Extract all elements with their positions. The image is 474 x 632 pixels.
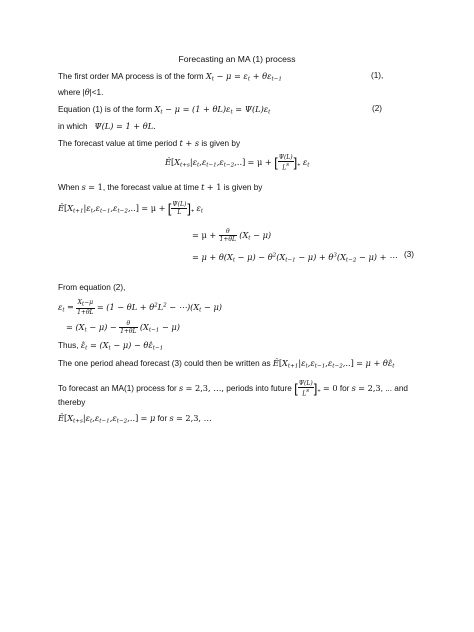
text-when-s: When [58, 183, 82, 192]
equation-one-step-line3: = $\mu + \theta(X_t - \mu) - \theta^2(X_{t-1} - \mu) + \theta^3(X_{t-2} - \mu)$ + ⋯ [192, 251, 398, 263]
equation-long-horizon: $Ê[X_{t+s}|\varepsilon_t,\varepsilon_{t-1},\varepsilon_{t-2},..] = \mu$ for s = 2,3, … [58, 413, 212, 425]
paragraph-thereby: thereby [58, 398, 86, 407]
paragraph-forecast-value [58, 138, 240, 149]
paragraph-when-s-1: When s = 1, the forecast value at time t + 1 is given by [58, 182, 263, 192]
text-for-s-2: for [155, 414, 170, 423]
text-one-period: The one period ahead forecast (3) could then be written as [58, 359, 273, 368]
eq-label-1: (1), [371, 71, 384, 80]
paragraph-equation-form [58, 104, 270, 119]
paragraph-in-which [58, 121, 156, 132]
equation-epsilon-line2: = $(X_t - \mu)$ − $\frac{\theta}{1+\theta L}$ $(X_{t-1} - \mu)$ [66, 320, 180, 336]
text-to-forecast: To forecast an MA(1) process for [58, 384, 180, 393]
paragraph-from-equation: From equation (2), [58, 283, 126, 292]
math-t-plus-s: t + s [179, 138, 200, 148]
text-is-given-by: is given by [199, 139, 241, 148]
paragraph-thus: Thus, $\varepsilon̂_t = (X_t - \mu)$ − $\theta\varepsilon̂_{t-1}$ [58, 340, 164, 352]
math-theta: θ [84, 87, 90, 97]
equation-one-step-line2: = μ + $\frac{\theta}{1+\theta L}$ $(X_t - \mu)$ [192, 228, 272, 244]
eq-label-2: (2) [372, 104, 383, 113]
text-where-end: |<1. [89, 88, 104, 97]
eq-label-3: (3) [404, 250, 415, 259]
text-is-given-by-2: is given by [221, 183, 263, 192]
text-forecast-value: The forecast value at time period [58, 139, 180, 148]
equation-one-step-forecast: $Ê[X_{t+1}|\varepsilon_t,\varepsilon_{t-1},\varepsilon_{t-2},..] = \mu$ + [ $\frac{\Psi(L)}{L}$ ]$_+$ $\varepsilon_t$ [58, 201, 204, 217]
paragraph-where [58, 87, 103, 98]
text-inwhich: in which [58, 122, 88, 131]
text-forecast-value-time: , the forecast value at time [102, 183, 202, 192]
text-thus: Thus, [58, 341, 81, 350]
math-psi-def: Ψ(L) = 1 + θL. [94, 121, 156, 131]
text-where: where | [58, 88, 85, 97]
text-for-s: for [337, 384, 352, 393]
text-intro: The first order MA process is of the form [58, 72, 206, 81]
paragraph-one-period-ahead: The one period ahead forecast (3) could then be written as $Ê[X_{t+1}|\varepsilon_t,\varepsilon_{t-1},\varepsilon_{t-2},..] = \mu$ + $\theta\varepsilon̂_t$ [58, 358, 395, 370]
equation-epsilon-expansion: $\varepsilon_t$ = $\frac{X_t-\mu}{1+\theta L}$ = ($1 - \theta L + \theta^2L^2$ − $\cdots)(X_t - \mu)$ [58, 298, 223, 317]
equation-general-forecast: $Ê[X_{t+s}|\varepsilon_t,\varepsilon_{t-1},\varepsilon_{t-2},..] = \mu$ + [ $\frac{\Psi(L)}{L^s}$ ]$_+$ $\varepsilon_t$ [165, 154, 310, 172]
page-title: Forecasting an MA (1) process [178, 54, 296, 64]
paragraph-ma-definition [58, 71, 282, 86]
text-equation: Equation (1) is of the form [58, 105, 155, 114]
paragraph-to-forecast: To forecast an MA(1) process for s = 2,3, …, periods into future [ $\frac{\Psi(L)}{L^s}$ ]$_+ = 0$ for s = 2,3, ... and [58, 380, 408, 398]
text-and: , ... and [380, 384, 408, 393]
math-ma-form: $X_t - \mu = \varepsilon_t + \theta\varepsilon_{t-1}$ [205, 71, 282, 83]
text-periods-into: periods into future [226, 384, 295, 393]
math-lag-form: $X_t - \mu = (1 + \theta L)\varepsilon_t = \Psi(L)\varepsilon_t$ [154, 104, 271, 116]
